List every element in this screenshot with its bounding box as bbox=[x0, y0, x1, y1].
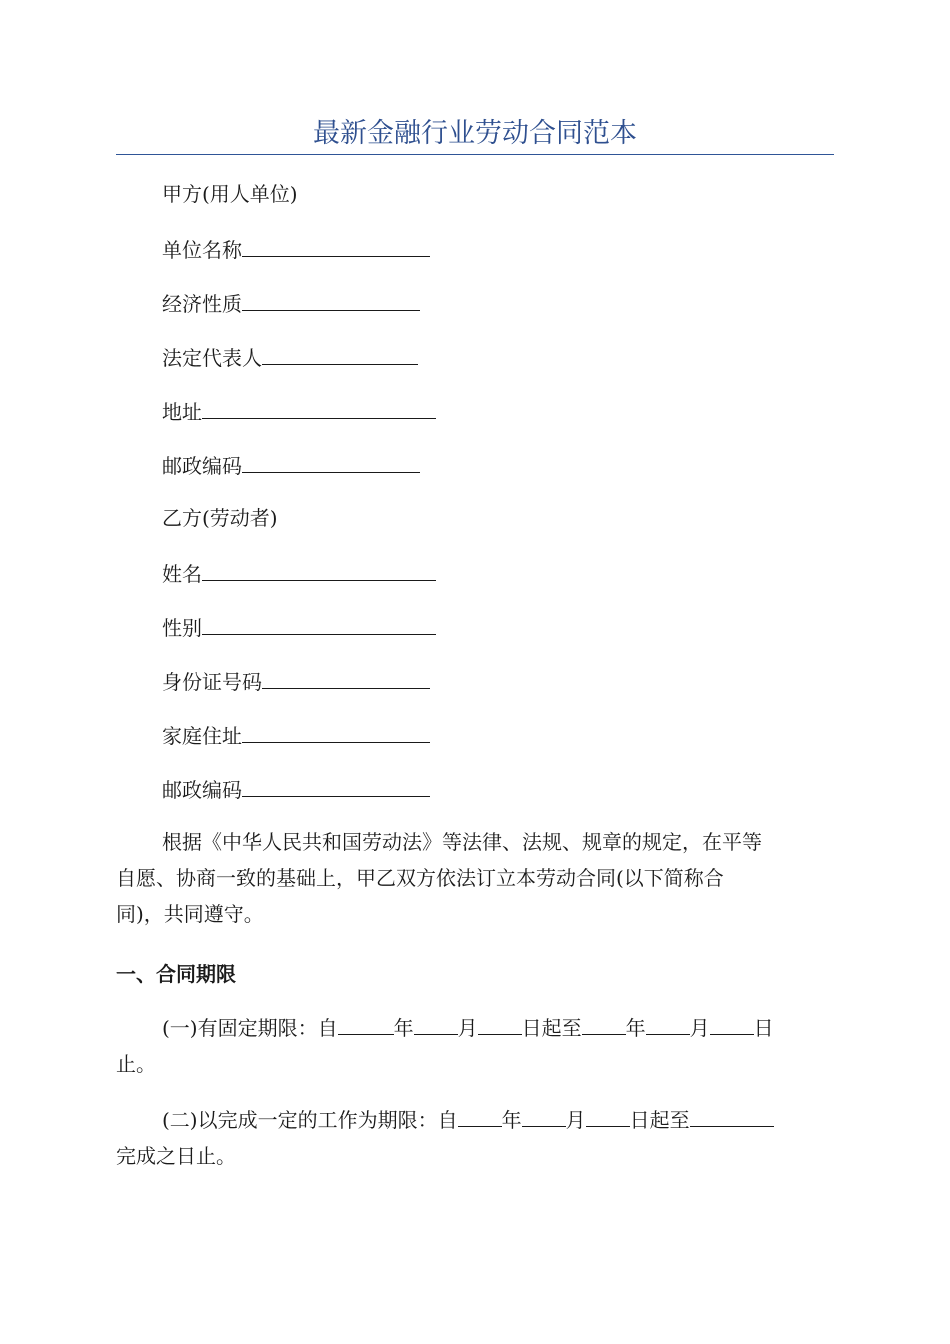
field-postcode-a bbox=[162, 450, 420, 480]
field-label: 单位名称 bbox=[162, 238, 242, 262]
blank-line[interactable] bbox=[202, 612, 436, 635]
field-label: 家庭住址 bbox=[162, 724, 242, 748]
term-text: 日起至 bbox=[521, 1016, 582, 1040]
blank-line[interactable] bbox=[262, 666, 430, 689]
blank-year[interactable] bbox=[582, 1012, 626, 1035]
field-label: 地址 bbox=[162, 400, 202, 424]
blank-year[interactable] bbox=[338, 1012, 394, 1035]
blank-line[interactable] bbox=[242, 720, 430, 743]
section-heading: 一、合同期限 bbox=[116, 962, 236, 986]
field-label: 邮政编码 bbox=[162, 454, 242, 478]
blank-day[interactable] bbox=[478, 1012, 522, 1035]
field-legal-rep bbox=[162, 342, 418, 372]
blank-month[interactable] bbox=[646, 1012, 690, 1035]
term-text: 日起至 bbox=[629, 1108, 690, 1132]
blank-month[interactable] bbox=[522, 1104, 566, 1127]
blank-year[interactable] bbox=[458, 1104, 502, 1127]
field-label: 性别 bbox=[162, 616, 202, 640]
blank-line[interactable] bbox=[242, 450, 420, 473]
term-text: 年 bbox=[625, 1016, 646, 1040]
blank-line[interactable] bbox=[202, 558, 436, 581]
preamble-line: 同)，共同遵守。 bbox=[116, 902, 264, 926]
blank-day[interactable] bbox=[710, 1012, 754, 1035]
field-economic-nature bbox=[162, 288, 420, 318]
field-label: 邮政编码 bbox=[162, 778, 242, 802]
term-text: 年 bbox=[501, 1108, 522, 1132]
blank-task[interactable] bbox=[690, 1104, 774, 1127]
field-id-number bbox=[162, 666, 430, 696]
field-label: 姓名 bbox=[162, 562, 202, 586]
term-text: 月 bbox=[565, 1108, 586, 1132]
term-item-line bbox=[116, 1010, 834, 1046]
term-item-line: 止。 bbox=[116, 1052, 156, 1076]
term-item-fixed bbox=[116, 1010, 834, 1082]
term-item-line: 完成之日止。 bbox=[116, 1144, 236, 1168]
blank-month[interactable] bbox=[414, 1012, 458, 1035]
blank-line[interactable] bbox=[202, 396, 436, 419]
blank-line[interactable] bbox=[242, 288, 420, 311]
blank-line[interactable] bbox=[242, 234, 430, 257]
term-text: 年 bbox=[393, 1016, 414, 1040]
field-label: 经济性质 bbox=[162, 292, 242, 316]
term-item-task bbox=[116, 1102, 834, 1174]
field-label: 法定代表人 bbox=[162, 346, 262, 370]
party-a-heading: 甲方(用人单位) bbox=[162, 182, 298, 206]
field-unit-name bbox=[162, 234, 430, 264]
document-title: 最新金融行业劳动合同范本 bbox=[313, 118, 637, 149]
preamble-paragraph bbox=[116, 824, 834, 932]
field-address bbox=[162, 396, 436, 426]
field-home-address bbox=[162, 720, 430, 750]
blank-day[interactable] bbox=[586, 1104, 630, 1127]
term-text: (二)以完成一定的工作为期限：自 bbox=[162, 1108, 458, 1132]
term-text: (一)有固定期限：自 bbox=[162, 1016, 338, 1040]
party-b-heading: 乙方(劳动者) bbox=[162, 506, 278, 530]
term-text: 月 bbox=[457, 1016, 478, 1040]
preamble-line: 自愿、协商一致的基础上，甲乙双方依法订立本劳动合同(以下简称合 bbox=[116, 866, 724, 890]
field-postcode-b bbox=[162, 774, 430, 804]
title-underline bbox=[116, 154, 834, 155]
field-name bbox=[162, 558, 436, 588]
blank-line[interactable] bbox=[242, 774, 430, 797]
term-text: 日 bbox=[753, 1016, 774, 1040]
field-gender bbox=[162, 612, 436, 642]
preamble-line: 根据《中华人民共和国劳动法》等法律、法规、规章的规定，在平等 bbox=[162, 830, 762, 854]
term-item-line bbox=[116, 1102, 834, 1138]
field-label: 身份证号码 bbox=[162, 670, 262, 694]
term-text: 月 bbox=[689, 1016, 710, 1040]
blank-line[interactable] bbox=[262, 342, 418, 365]
